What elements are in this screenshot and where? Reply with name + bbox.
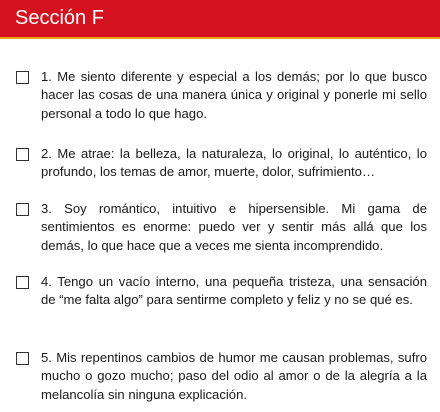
- statement-3-text: 3. Soy romántico, intuitivo e hipersensible. Mi gama de sentimientos es enorme: puedo ver y sentir más allá que los demás, lo que hace que a veces me sienta incomprendido.: [41, 201, 427, 253]
- statement-2-checkbox[interactable]: [16, 148, 29, 161]
- statement-5-checkbox[interactable]: [16, 352, 29, 365]
- section-title: Sección F: [15, 7, 104, 29]
- statement-4-text: 4. Tengo un vacío interno, una pequeña tristeza, una sensación de “me falta algo” para sentirme completo y feliz y no se qué es.: [41, 274, 427, 308]
- statement-3-checkbox[interactable]: [16, 203, 29, 216]
- section-header: [0, 0, 440, 39]
- statement-4-checkbox[interactable]: [16, 276, 29, 289]
- statement-1-checkbox[interactable]: [16, 71, 29, 84]
- statement-5-text: 5. Mis repentinos cambios de humor me causan problemas, sufro mucho o gozo mucho; paso del odio al amor o de la alegría a la melancolía sin ninguna explicación.: [41, 350, 427, 402]
- statement-2-text: 2. Me atrae: la belleza, la naturaleza, lo original, lo auténtico, lo profundo, los temas de amor, muerte, dolor, sufrimiento…: [41, 146, 427, 180]
- statement-1-text: 1. Me siento diferente y especial a los demás; por lo que busco hacer las cosas de una manera única y original y ponerle mi sello personal a todo lo que hago.: [41, 69, 427, 121]
